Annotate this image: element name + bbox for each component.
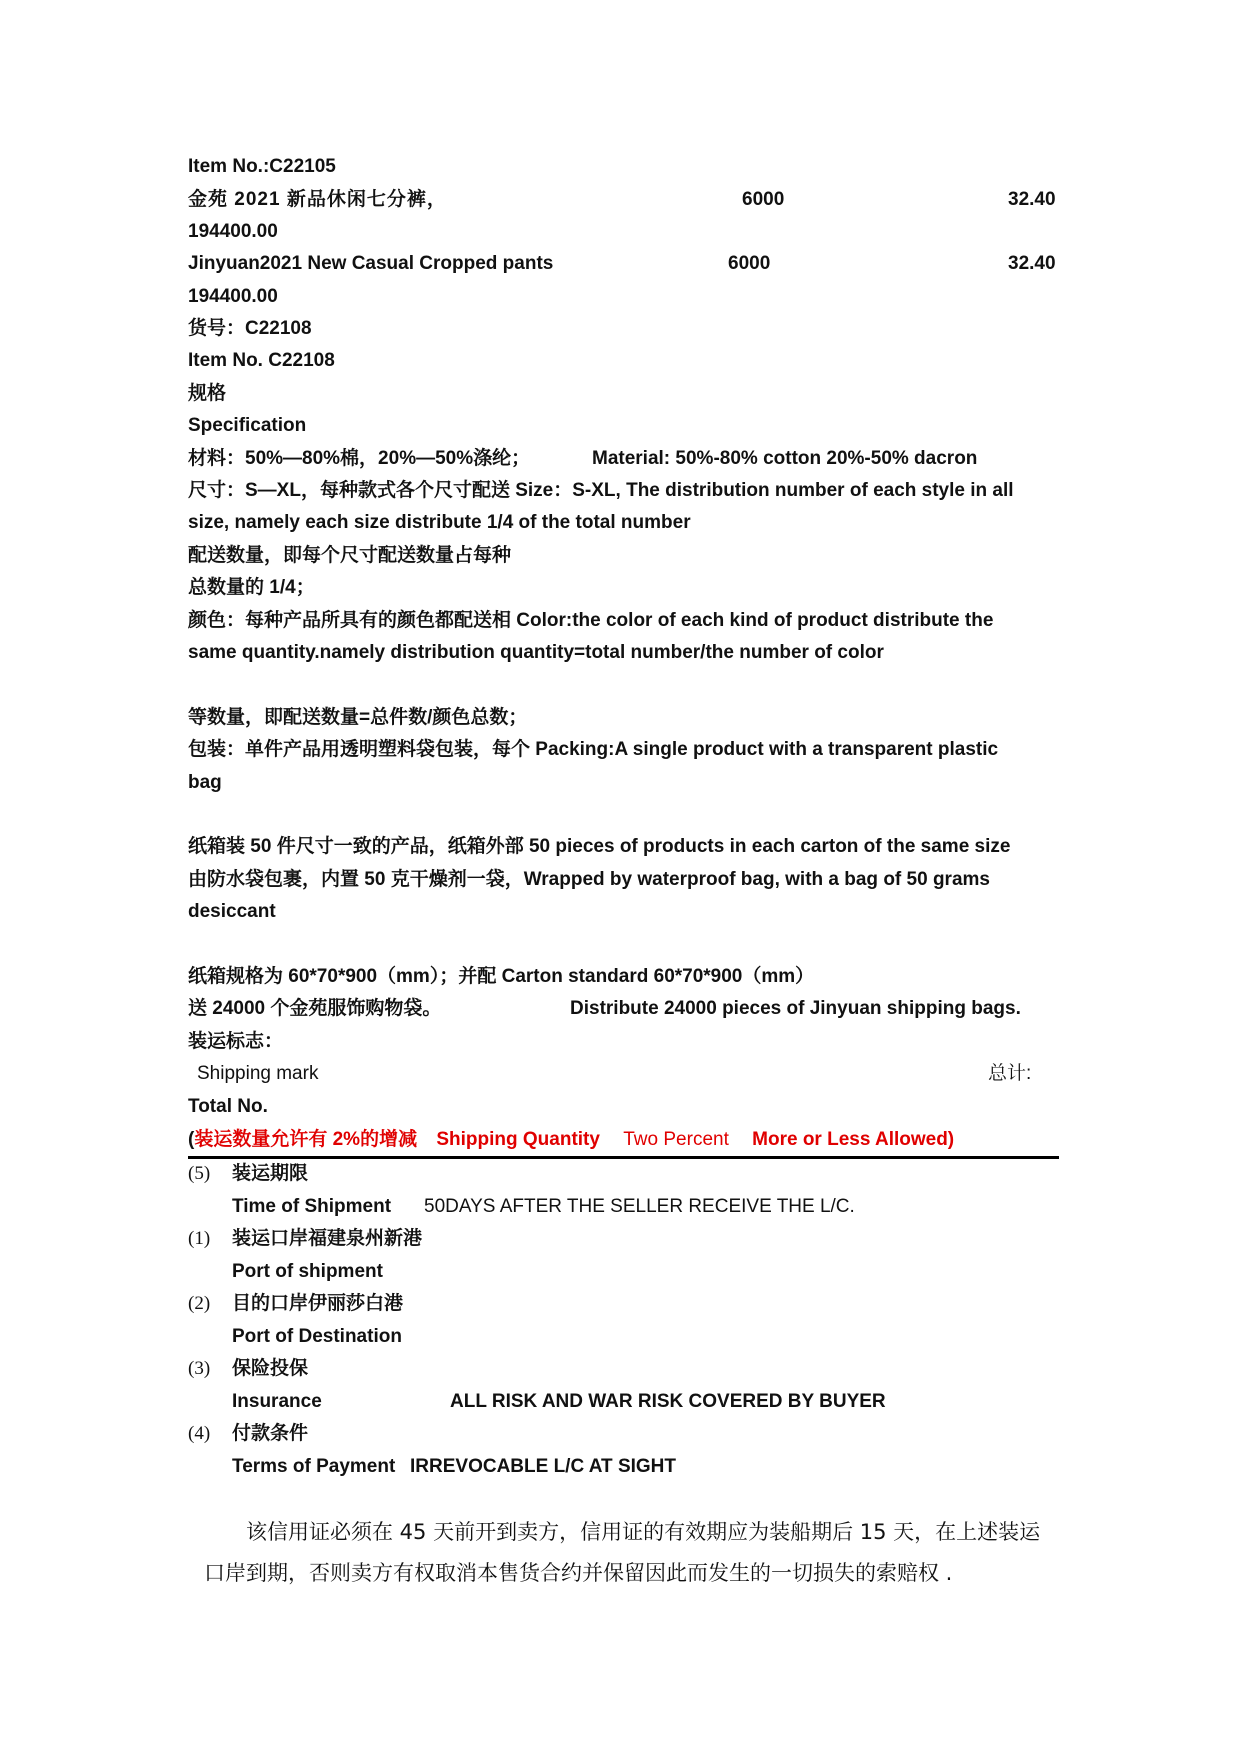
term-label-cn: 保险投保	[232, 1358, 309, 1379]
term-value: IRREVOCABLE L/C AT SIGHT	[410, 1456, 676, 1477]
shopping-bag-cn: 送 24000 个金苑服饰购物袋。	[188, 998, 442, 1019]
carton-standard-line: 纸箱规格为 60*70*900（mm）；并配 Carton standard 60*70*900（mm）	[188, 966, 815, 987]
total-label-cn: 总计:	[988, 1063, 1032, 1084]
shipping-mark-cn: 装运标志：	[188, 1031, 284, 1052]
item-desc-en: Jinyuan2021 New Casual Cropped pants	[188, 253, 554, 274]
tolerance-cn: 装运数量允许有 2%的增减	[194, 1129, 418, 1150]
term-number: (2)	[188, 1293, 211, 1314]
item-price-en: 32.40	[1008, 253, 1056, 274]
term-label-en: Port of shipment	[232, 1261, 383, 1282]
term-number: (3)	[188, 1358, 211, 1379]
tolerance-en-3: More or Less Allowed)	[752, 1129, 955, 1150]
packing-line-1: 包装：单件产品用透明塑料袋包装，每个 Packing:A single product with a transparent plastic	[188, 739, 999, 760]
term-label-en: Insurance	[232, 1391, 322, 1412]
size-line-3: 配送数量，即每个尺寸配送数量占每种	[188, 545, 512, 566]
material-cn: 材料：50%—80%棉，20%—50%涤纶；	[188, 448, 531, 469]
item-qty-cn: 6000	[742, 189, 785, 210]
tolerance-en-1: Shipping Quantity	[436, 1129, 600, 1150]
term-value: ALL RISK AND WAR RISK COVERED BY BUYER	[450, 1391, 886, 1412]
size-line-1: 尺寸：S—XL，每种款式各个尺寸配送 Size：S-XL, The distribution number of each style in all	[188, 480, 1014, 501]
item-no-c22108-en: Item No. C22108	[188, 350, 335, 371]
closing-clause-line-1: 该信用证必须在 45 天前开到卖方，信用证的有效期应为装船期后 15 天，在上述装运	[246, 1520, 1041, 1544]
material-en: Material: 50%-80% cotton 20%-50% dacron	[592, 448, 978, 469]
term-label-cn: 装运口岸福建泉州新港	[232, 1228, 423, 1249]
color-line-2: same quantity.namely distribution quantity=total number/the number of color	[188, 642, 884, 663]
item-price-cn: 32.40	[1008, 189, 1056, 210]
term-label-en: Port of Destination	[232, 1326, 402, 1347]
term-label-cn: 装运期限	[232, 1163, 309, 1184]
term-label-cn: 付款条件	[232, 1423, 309, 1444]
spec-heading-cn: 规格	[188, 383, 227, 404]
tolerance-paren: (	[188, 1129, 195, 1150]
term-number: (1)	[188, 1228, 211, 1249]
packing-line-2: bag	[188, 772, 222, 793]
term-number: (4)	[188, 1423, 211, 1444]
item-no-c22108-cn: 货号：C22108	[188, 318, 312, 339]
tolerance-clause	[188, 1129, 954, 1151]
item-amount-en: 194400.00	[188, 286, 278, 307]
term-label-en: Time of Shipment	[232, 1196, 392, 1217]
size-line-4: 总数量的 1/4；	[188, 577, 315, 598]
item-qty-en: 6000	[728, 253, 771, 274]
closing-clause-line-2: 口岸到期，否则卖方有权取消本售货合约并保留因此而发生的一切损失的索赔权 .	[204, 1561, 953, 1585]
shopping-bag-en: Distribute 24000 pieces of Jinyuan shipping bags.	[570, 998, 1021, 1019]
item-desc-cn: 金苑 2021 新品休闲七分裤，	[188, 189, 447, 210]
item-no-c22105: Item No.:C22105	[188, 156, 336, 177]
section-divider	[188, 1156, 1059, 1159]
carton-line-2: 由防水袋包裹，内置 50 克干燥剂一袋，Wrapped by waterproof bag, with a bag of 50 grams	[188, 869, 990, 890]
item-amount-cn: 194400.00	[188, 221, 278, 242]
color-line-3: 等数量，即配送数量=总件数/颜色总数；	[188, 707, 528, 728]
color-line-1: 颜色：每种产品所具有的颜色都配送相 Color:the color of each kind of product distribute the	[188, 610, 994, 631]
term-label-cn: 目的口岸伊丽莎白港	[232, 1293, 404, 1314]
tolerance-en-2: Two Percent	[623, 1129, 729, 1150]
term-label-en: Terms of Payment	[232, 1456, 396, 1477]
size-line-2: size, namely each size distribute 1/4 of the total number	[188, 512, 691, 533]
total-no-label: Total No.	[188, 1096, 268, 1117]
term-number: (5)	[188, 1163, 211, 1184]
carton-line-3: desiccant	[188, 901, 276, 922]
term-value: 50DAYS AFTER THE SELLER RECEIVE THE L/C.	[424, 1196, 855, 1217]
spec-heading-en: Specification	[188, 415, 307, 436]
carton-line-1: 纸箱装 50 件尺寸一致的产品，纸箱外部 50 pieces of products in each carton of the same size	[188, 836, 1011, 857]
shipping-mark-en: Shipping mark	[197, 1063, 319, 1084]
